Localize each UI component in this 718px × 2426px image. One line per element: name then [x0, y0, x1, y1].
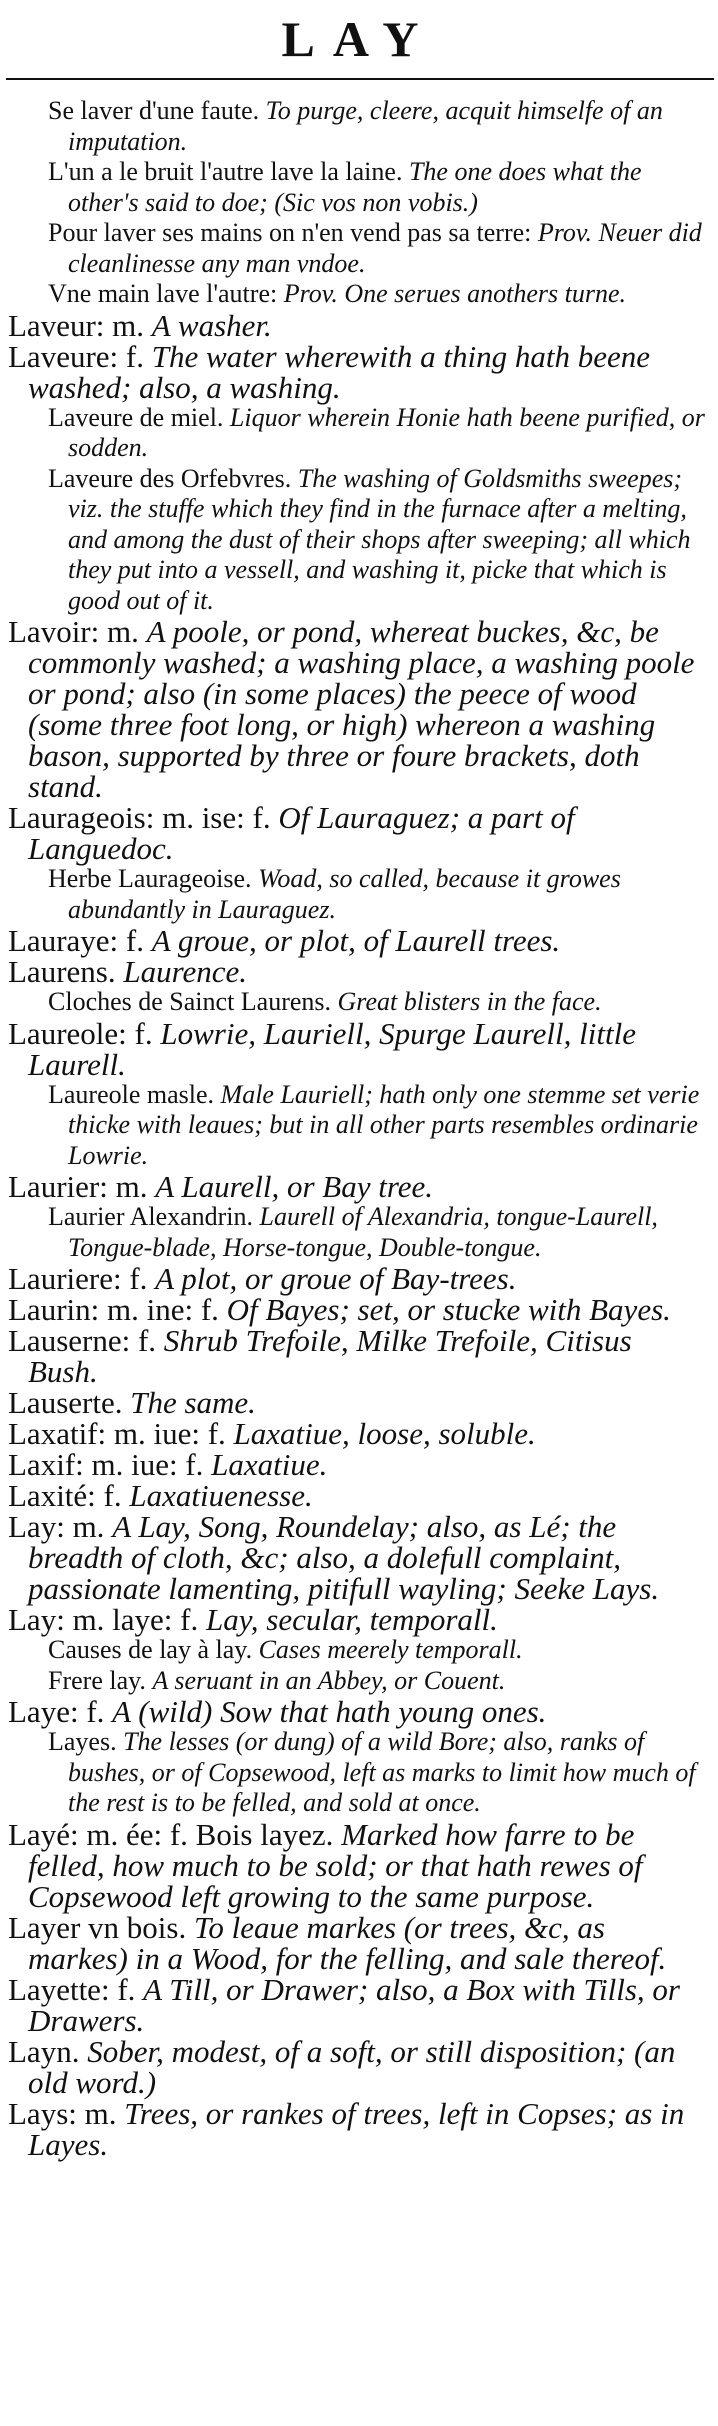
- grammar-note: m. ine: f.: [107, 1292, 219, 1327]
- definition: Of Bayes; set, or stucke with Bayes.: [226, 1292, 671, 1327]
- definition: Laxatiue, loose, soluble.: [233, 1416, 536, 1451]
- headword: Lauserne:: [8, 1323, 131, 1358]
- grammar-note: f.: [134, 1015, 153, 1051]
- definition: Marked how farre to be felled, how much to be sold; or that hath rewes of Copsewood left growing to the same purpose.: [28, 1816, 643, 1914]
- definition: A (wild) Sow that hath young ones.: [112, 1694, 547, 1729]
- headword: Laye:: [8, 1694, 79, 1729]
- dictionary-entry: [8, 1971, 708, 2038]
- definition: A plot, or groue of Bay-trees.: [155, 1261, 517, 1296]
- grammar-note: m.: [112, 307, 145, 343]
- definition: Prov. One serues anothers turne.: [283, 279, 626, 308]
- dictionary-entry: [8, 338, 708, 405]
- dictionary-entry: [8, 1816, 708, 1914]
- definition: Cases meerely temporall.: [258, 1635, 523, 1664]
- headword: Layes.: [48, 1727, 117, 1756]
- sub-entry: [8, 864, 708, 925]
- grammar-note: f.: [86, 1694, 105, 1729]
- dictionary-entry: [8, 1511, 708, 1604]
- headword: Lay:: [8, 1509, 65, 1544]
- headword: Laurens.: [8, 954, 116, 989]
- headword: Cloches de Sainct Laurens.: [48, 987, 332, 1016]
- dictionary-entry: [8, 1294, 708, 1325]
- grammar-note: m.: [72, 1509, 105, 1544]
- grammar-note: m.: [107, 614, 139, 649]
- grammar-note: m. laye: f.: [72, 1602, 199, 1637]
- dictionary-entry: [8, 2095, 708, 2162]
- definition: The one does what the other's said to doe; (Sic vos non vobis.): [68, 157, 642, 217]
- headword: Lauserte.: [8, 1385, 123, 1420]
- definition: To leaue markes (or trees, &c, as markes) in a Wood, for the felling, and sale thereof.: [28, 1909, 667, 1976]
- grammar-note: m.: [84, 2095, 117, 2131]
- dictionary-entry: [8, 802, 708, 864]
- sub-entry: [8, 279, 708, 310]
- headword: Frere lay.: [48, 1665, 146, 1695]
- headword: Laveure:: [8, 338, 119, 374]
- headword: Lauraye:: [8, 923, 119, 958]
- dictionary-entry: [8, 1263, 708, 1294]
- headword: Se laver d'une faute.: [48, 96, 260, 125]
- dictionary-entry: [8, 956, 708, 987]
- sub-entry: [8, 218, 708, 279]
- definition: Shrub Trefoile, Milke Trefoile, Citisus Bush.: [28, 1323, 632, 1389]
- dictionary-entry: [8, 307, 708, 343]
- dictionary-entry: [8, 1480, 708, 1511]
- dictionary-entry: [8, 616, 708, 802]
- headword: Lavoir:: [8, 614, 100, 649]
- sub-entry: [8, 1666, 708, 1697]
- dictionary-entry: [8, 1449, 708, 1480]
- headword: Laveure de miel.: [48, 402, 224, 432]
- headword: Vne main lave l'autre:: [48, 279, 278, 308]
- definition: Liquor wherein Honie hath beene purified, or sodden.: [68, 402, 705, 462]
- grammar-note: f.: [129, 1261, 148, 1296]
- sub-entry: [8, 1202, 708, 1263]
- sub-entry: [8, 96, 708, 157]
- dictionary-entry: [8, 1015, 708, 1082]
- definition: A seruant in an Abbey, or Couent.: [152, 1665, 506, 1695]
- definition: The water wherewith a thing hath beene washed; also, a washing.: [28, 338, 650, 405]
- headword: Laxatif:: [8, 1416, 107, 1451]
- grammar-note: f.: [117, 1971, 136, 2007]
- headword: Laurin:: [8, 1292, 100, 1327]
- dictionary-entry: [8, 1171, 708, 1202]
- definition: A poole, or pond, whereat buckes, &c, be commonly washed; a washing place, a washing poole or pond; also (in some places) the peece of wood (some three foot long, or high) whereon a washing bason, supported by three or foure brackets, doth stand.: [28, 614, 695, 804]
- headword: Laurier Alexandrin.: [48, 1202, 254, 1231]
- grammar-note: f.: [137, 1323, 157, 1358]
- headword: Laurier:: [8, 1169, 108, 1204]
- sub-entry: [8, 987, 708, 1018]
- definition: To purge, cleere, acquit himselfe of an imputation.: [68, 96, 663, 156]
- definition: A groue, or plot, of Laurell trees.: [151, 923, 561, 958]
- definition: A Lay, Song, Roundelay; also, as Lé; the breadth of cloth, &c; also, a dolefull complaint, passionate lamenting, pitifull wayling; Seeke Lays.: [28, 1509, 660, 1606]
- definition: The lesses (or dung) of a wild Bore; also, ranks of bushes, or of Copsewood, left as marks to limit how much of the rest is to be felled, and sold at once.: [68, 1727, 696, 1817]
- definition: Trees, or rankes of trees, left in Copses; as in Layes.: [28, 2095, 685, 2162]
- sub-entry: [8, 1727, 708, 1819]
- dictionary-entry: [8, 1325, 708, 1387]
- dictionary-entry: [8, 1387, 708, 1418]
- headword: Laxif:: [8, 1447, 84, 1482]
- headword: Laxité:: [8, 1478, 96, 1513]
- headword: Laureole:: [8, 1015, 127, 1051]
- definition: The same.: [130, 1385, 256, 1420]
- headword: Laureole masle.: [48, 1079, 215, 1109]
- headword: Layn.: [8, 2033, 80, 2069]
- headword: L'un a le bruit l'autre lave la laine.: [48, 157, 403, 186]
- grammar-note: f.: [103, 1478, 122, 1513]
- sub-entry: [8, 403, 708, 464]
- dictionary-entries: [8, 96, 708, 2160]
- headword: Layer vn bois.: [8, 1909, 187, 1945]
- headword: Laurageois:: [8, 800, 155, 835]
- dictionary-entry: [8, 1909, 708, 1976]
- definition: Laurence.: [123, 954, 248, 989]
- grammar-note: f.: [125, 338, 144, 374]
- page-header: [0, 0, 718, 82]
- definition: A Laurell, or Bay tree.: [155, 1169, 434, 1204]
- definition: Sober, modest, of a soft, or still disposition; (an old word.): [28, 2033, 676, 2100]
- headword: Laveure des Orfebvres.: [48, 463, 292, 493]
- headword: Lauriere:: [8, 1261, 122, 1296]
- dictionary-entry: [8, 1604, 708, 1635]
- dictionary-entry: [8, 925, 708, 956]
- grammar-note: m. iue: f.: [113, 1416, 226, 1451]
- definition: Male Lauriell; hath only one stemme set verie thicke with leaues; but in all other parts resembles ordinarie Lowrie.: [68, 1079, 700, 1170]
- dictionary-entry: [8, 1696, 708, 1727]
- sub-entry: [8, 464, 708, 617]
- dictionary-entry: [8, 2033, 708, 2100]
- grammar-note: m. iue: f.: [91, 1447, 204, 1482]
- definition: Lay, secular, temporall.: [206, 1602, 498, 1637]
- grammar-note: m.: [115, 1169, 148, 1204]
- definition: Prov. Neuer did cleanlinesse any man vndoe.: [68, 218, 702, 278]
- definition: Lowrie, Lauriell, Spurge Laurell, little Laurell.: [28, 1015, 636, 1082]
- sub-entry: [8, 157, 708, 218]
- grammar-note: f.: [125, 923, 144, 958]
- headword: Layette:: [8, 1971, 110, 2007]
- grammar-note: m. ise: f.: [162, 800, 271, 835]
- headword: Layé:: [8, 1816, 79, 1852]
- definition: Laurell of Alexandria, tongue-Laurell, Tongue-blade, Horse-tongue, Double-tongue.: [68, 1202, 658, 1262]
- definition: A washer.: [151, 307, 272, 343]
- grammar-note: m. ée: f. Bois layez.: [86, 1816, 334, 1852]
- sub-entry: [8, 1635, 708, 1666]
- definition: The washing of Goldsmiths sweepes; viz. the stuffe which they find in the furnace after a melting, and among the dust of their shops after sweeping; all which they put into a vessell, and washing it, picke that which is good out of it.: [68, 463, 691, 615]
- headword: Pour laver ses mains on n'en vend pas sa terre:: [48, 218, 532, 247]
- headword: Lay:: [8, 1602, 65, 1637]
- headword: Lays:: [8, 2095, 77, 2131]
- sub-entry: [8, 1080, 708, 1172]
- dictionary-entry: [8, 1418, 708, 1449]
- definition: A Till, or Drawer; also, a Box with Tills, or Drawers.: [28, 1971, 680, 2038]
- definition: Great blisters in the face.: [337, 987, 602, 1016]
- header-rule: [6, 78, 714, 80]
- definition: Woad, so called, because it growes abundantly in Lauraguez.: [68, 864, 621, 924]
- definition: Laxatiuenesse.: [129, 1478, 313, 1513]
- headword: Laveur:: [8, 307, 105, 343]
- headword: Causes de lay à lay.: [48, 1635, 253, 1664]
- definition: Of Lauraguez; a part of Languedoc.: [28, 800, 575, 866]
- definition: Laxatiue.: [211, 1447, 328, 1482]
- running-head: LAY: [281, 11, 437, 67]
- headword: Herbe Laurageoise.: [48, 864, 252, 893]
